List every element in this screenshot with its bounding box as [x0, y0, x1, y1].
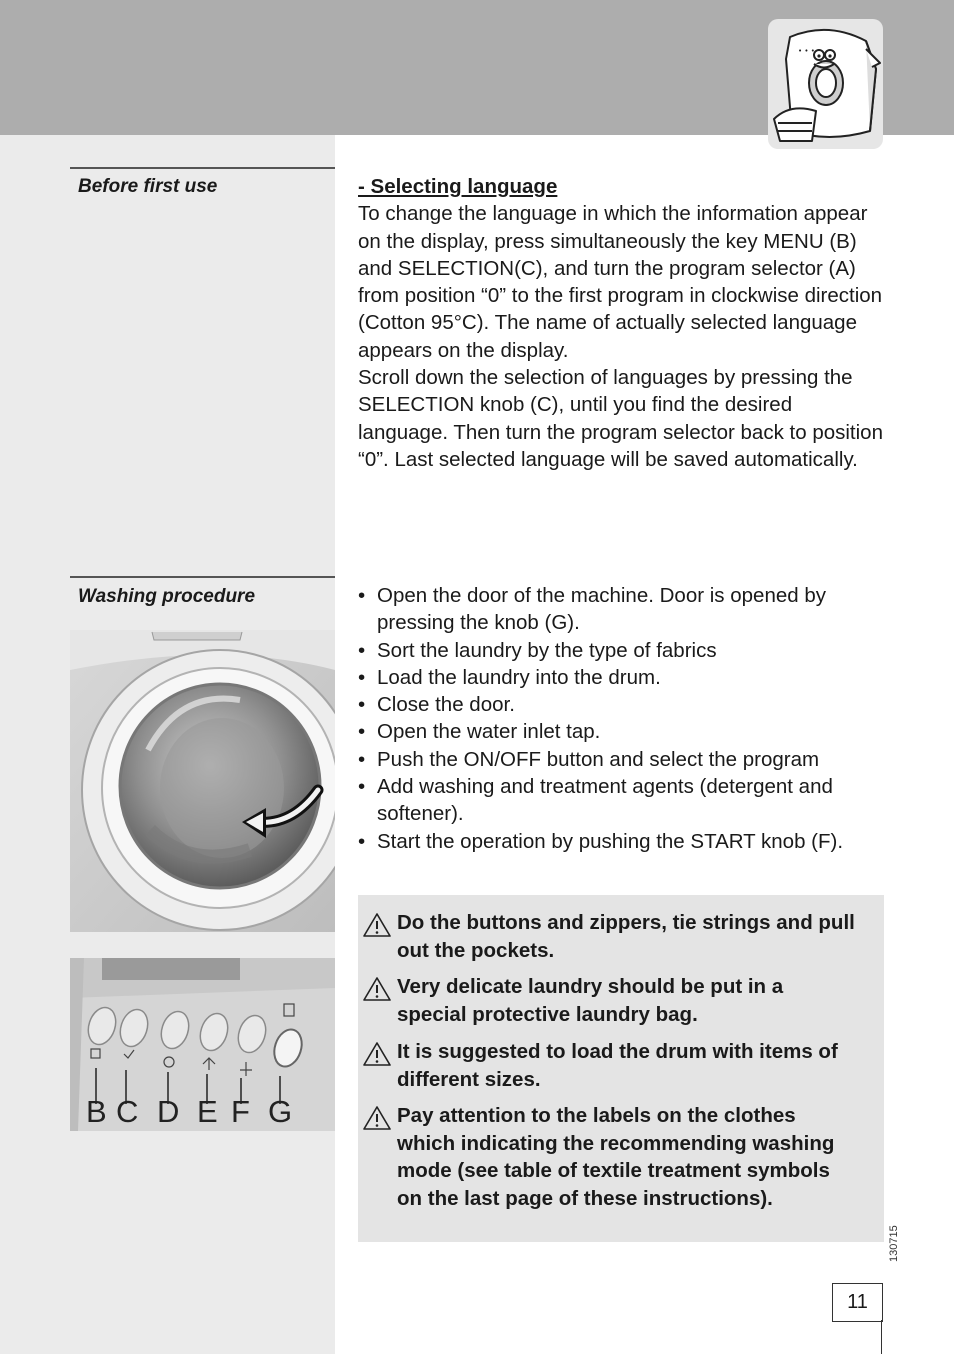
bullet-icon: • [358, 584, 366, 607]
warning-triangle-icon [362, 976, 392, 1002]
panel-letter: C [116, 1094, 139, 1129]
document-code: 130715 [888, 1225, 900, 1262]
section-rule [70, 576, 335, 578]
warning-item: It is suggested to load the drum with items of different sizes. [358, 1038, 858, 1093]
list-item: • Open the water inlet tap. [358, 718, 883, 745]
language-paragraph-2: Scroll down the selection of languages by pressing the SELECTION knob (C), until you find the desired language. Then turn the program selector back to position “0”. Last selected language will be saved automatically. [358, 366, 883, 471]
panel-letter: G [268, 1094, 293, 1129]
list-item: • Close the door. [358, 691, 883, 718]
warning-triangle-icon [362, 1105, 392, 1131]
panel-letter: F [231, 1094, 250, 1129]
panel-letter: E [197, 1094, 218, 1129]
washing-steps-list [358, 582, 883, 855]
section-rule [70, 167, 335, 169]
svg-text:• • •: • • • [798, 47, 815, 55]
washing-machine-mascot-icon [768, 19, 883, 149]
selecting-language-section [358, 173, 883, 473]
warning-item: Do the buttons and zippers, tie strings and pull out the pockets. [358, 909, 858, 964]
bullet-icon: • [358, 775, 366, 799]
before-first-use-label: Before first use [78, 176, 218, 197]
washing-procedure-label: Washing procedure [78, 586, 256, 607]
list-item: • Add washing and treatment agents (detergent and softener). [358, 775, 833, 826]
list-item: • Sort the laundry by the type of fabrics [358, 637, 883, 664]
language-paragraph-1: To change the language in which the information appear on the display, press simultaneously the key MENU (B) and SELECTION(C), and turn the program selector (A) from position “0” to the first program in clockwise direction (Cotton 95°C). The name of actually selected language appears on the display. [358, 202, 883, 362]
bullet-icon: • [358, 829, 366, 853]
bullet-icon: • [358, 747, 366, 771]
warnings-box [358, 895, 884, 1242]
panel-letter: D [157, 1094, 180, 1129]
machine-door-illustration [70, 630, 335, 932]
list-item: • Open the door of the machine. Door is opened by pressing the knob (G). [358, 584, 827, 635]
bullet-icon: • [358, 693, 366, 717]
page-number-rule [881, 1320, 882, 1354]
selecting-language-title: - Selecting language [358, 175, 558, 198]
list-item: • Push the ON/OFF button and select the program [358, 746, 883, 773]
list-item: • Load the laundry into the drum. [358, 664, 883, 691]
page-number: 11 [832, 1283, 883, 1322]
warning-item: Very delicate laundry should be put in a special protective laundry bag. [358, 973, 858, 1028]
panel-letter: B [86, 1094, 107, 1129]
warning-item: Pay attention to the labels on the clothes which indicating the recommending washing mode (see table of textile treatment symbols on the last page of these instructions). [358, 1102, 858, 1212]
bullet-icon: • [358, 665, 366, 689]
bullet-icon: • [358, 638, 366, 662]
bullet-icon: • [358, 720, 366, 744]
warning-triangle-icon [362, 912, 392, 938]
list-item: • Start the operation by pushing the START knob (F). [358, 828, 883, 855]
warning-triangle-icon [362, 1041, 392, 1067]
control-panel-illustration [70, 958, 335, 1131]
